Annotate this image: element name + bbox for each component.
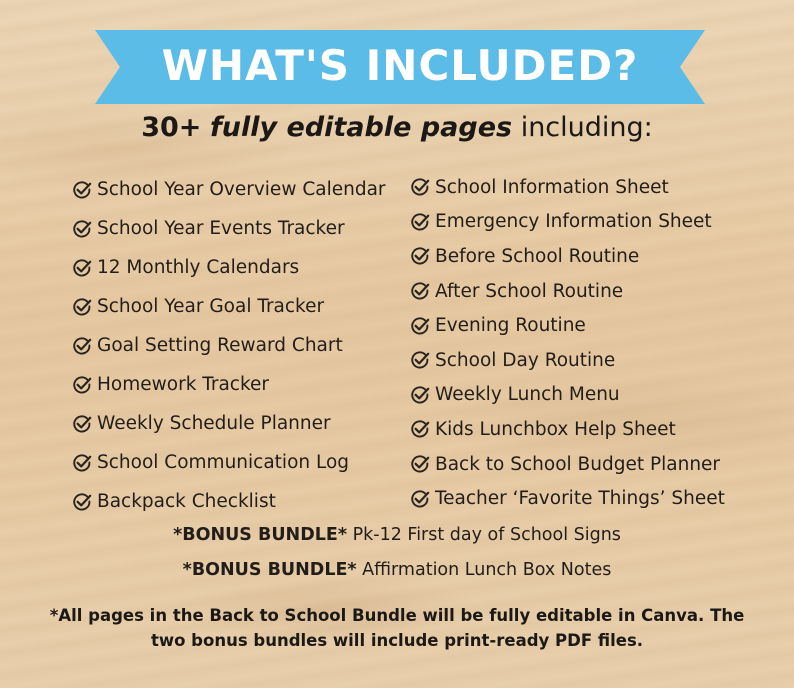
list-item: [72, 287, 386, 326]
list-item-label: School Year Events Tracker: [97, 218, 345, 239]
banner-title: WHAT'S INCLUDED?: [161, 40, 639, 90]
bonus-tag: *BONUS BUNDLE*: [173, 525, 347, 545]
note-line-1: *All pages in the Back to School Bundle will be fully editable in Canva. The: [49, 606, 745, 625]
checkmark-circle-icon: [72, 375, 92, 395]
list-item-label: 12 Monthly Calendars: [97, 257, 300, 278]
list-item-label: School Year Goal Tracker: [97, 296, 325, 317]
list-item: [410, 447, 725, 482]
subtitle: [0, 112, 794, 143]
list-item-label: Evening Routine: [435, 315, 586, 337]
list-item-label: School Information Sheet: [435, 176, 669, 198]
list-item-label: Homework Tracker: [97, 374, 270, 395]
editing-note: [40, 603, 754, 653]
title-banner: [95, 26, 705, 104]
checkmark-circle-icon: [410, 385, 430, 405]
list-item-label: Before School Routine: [435, 245, 640, 267]
list-item-label: Emergency Information Sheet: [435, 211, 712, 233]
checkmark-circle-icon: [72, 414, 92, 434]
checkmark-circle-icon: [72, 297, 92, 317]
list-item: [410, 205, 725, 240]
subtitle-rest: including:: [520, 112, 653, 143]
bonus-text: Pk-12 First day of School Signs: [352, 525, 621, 545]
list-item: [410, 378, 725, 413]
subtitle-emphasis: fully editable pages: [210, 112, 513, 143]
list-item-label: Weekly Lunch Menu: [435, 384, 620, 406]
subtitle-count: 30+: [141, 112, 202, 143]
list-item: [72, 404, 386, 443]
list-item: [72, 209, 386, 248]
checkmark-circle-icon: [72, 258, 92, 278]
list-item: [410, 412, 725, 447]
checkmark-circle-icon: [410, 489, 430, 509]
checkmark-circle-icon: [410, 212, 430, 232]
list-item-label: Kids Lunchbox Help Sheet: [435, 418, 676, 440]
checkmark-circle-icon: [72, 219, 92, 239]
bonus-line-1: [0, 525, 794, 545]
list-item-label: Goal Setting Reward Chart: [97, 335, 343, 356]
list-item: [410, 343, 725, 378]
checkmark-circle-icon: [410, 177, 430, 197]
bonus-tag: *BONUS BUNDLE*: [182, 560, 357, 580]
checkmark-circle-icon: [72, 336, 92, 356]
list-item: [72, 326, 386, 365]
list-item: [72, 248, 386, 287]
list-item-label: Teacher ‘Favorite Things’ Sheet: [435, 488, 725, 510]
list-item: [72, 170, 386, 209]
list-item: [410, 170, 725, 205]
list-item-label: Weekly Schedule Planner: [97, 413, 331, 434]
checkmark-circle-icon: [410, 419, 430, 439]
list-item: [410, 481, 725, 516]
list-item-label: School Year Overview Calendar: [97, 179, 386, 200]
list-item-label: Back to School Budget Planner: [435, 453, 721, 475]
list-item: [410, 239, 725, 274]
list-item-label: School Communication Log: [97, 452, 350, 473]
list-item: [410, 308, 725, 343]
checkmark-circle-icon: [72, 180, 92, 200]
list-item: [410, 274, 725, 309]
list-item-label: After School Routine: [435, 280, 624, 302]
list-item: [72, 365, 386, 404]
checkmark-circle-icon: [72, 453, 92, 473]
checkmark-circle-icon: [72, 492, 92, 512]
list-item: [72, 482, 386, 521]
checkmark-circle-icon: [410, 454, 430, 474]
checkmark-circle-icon: [410, 246, 430, 266]
checkmark-circle-icon: [410, 281, 430, 301]
checkmark-circle-icon: [410, 316, 430, 336]
checkmark-circle-icon: [410, 350, 430, 370]
bonus-line-2: [0, 560, 794, 580]
list-item-label: Backpack Checklist: [97, 491, 276, 512]
bonus-text: Affirmation Lunch Box Notes: [362, 560, 612, 580]
left-item-list: [72, 170, 386, 521]
list-item: [72, 443, 386, 482]
right-item-list: [410, 170, 725, 516]
list-item-label: School Day Routine: [435, 349, 616, 371]
note-line-2: two bonus bundles will include print-ready PDF files.: [150, 631, 644, 650]
